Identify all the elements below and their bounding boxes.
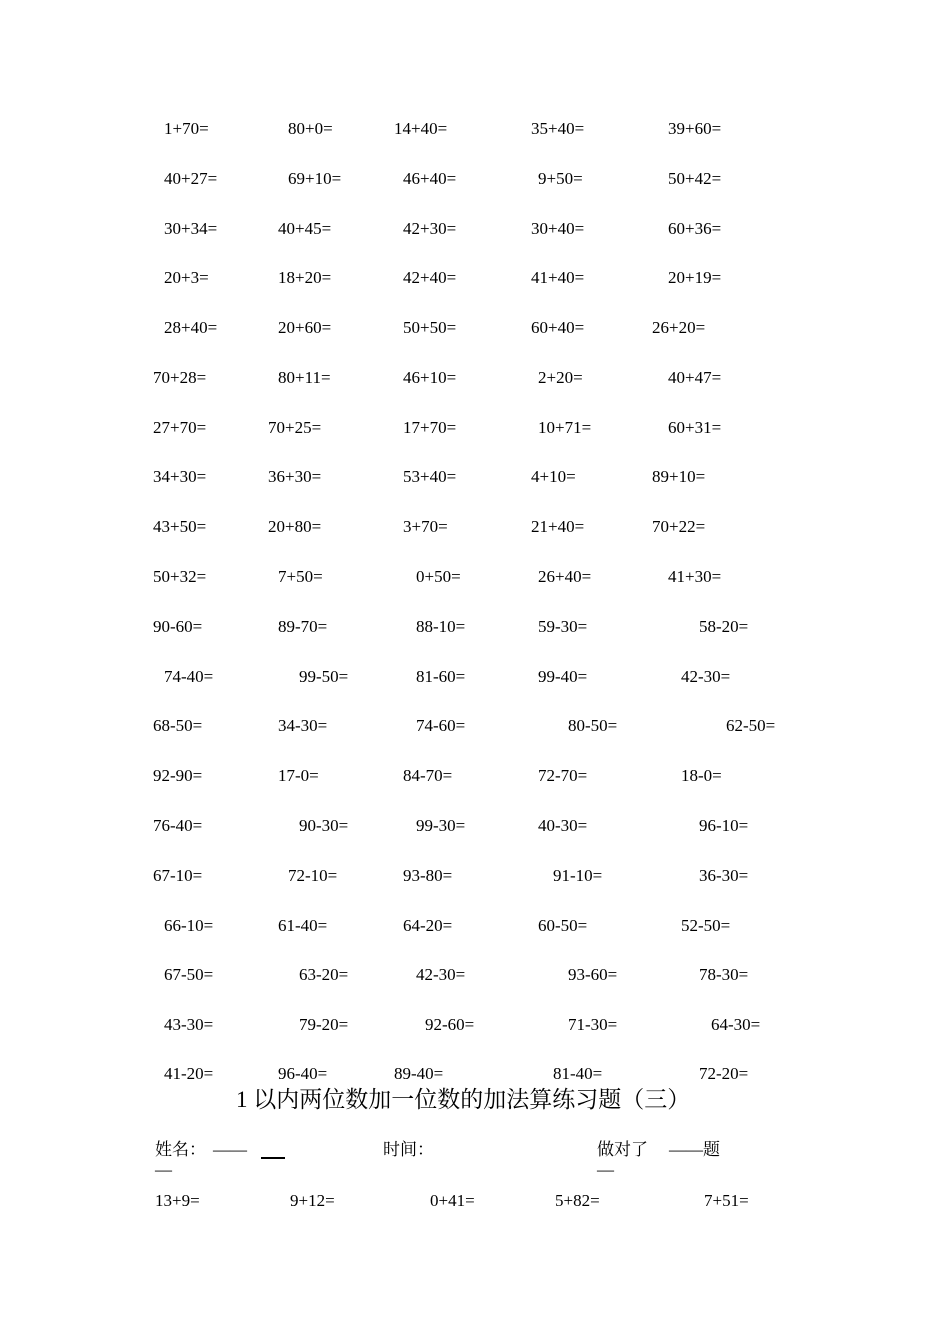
problem: 60+40= — [531, 318, 585, 337]
problem: 68-50= — [153, 716, 203, 735]
problem: 41+30= — [668, 567, 722, 586]
problem: 72-70= — [538, 766, 588, 785]
problem: 62-50= — [726, 716, 776, 735]
problem: 91-10= — [553, 866, 603, 885]
problem: 99-40= — [538, 667, 588, 686]
problem: 60+36= — [668, 219, 722, 238]
problem: 52-50= — [681, 916, 731, 935]
problem: 84-70= — [403, 766, 453, 785]
problem: 60+31= — [668, 418, 722, 437]
problem: 41+40= — [531, 268, 585, 287]
problem: 99-50= — [299, 667, 349, 686]
problem: 92-90= — [153, 766, 203, 785]
problem: 90-60= — [153, 617, 203, 636]
problem: 13+9= — [155, 1191, 200, 1210]
problem: 21+40= — [531, 517, 585, 536]
problem: 53+40= — [403, 467, 457, 486]
problem: 20+80= — [268, 517, 322, 536]
problem: 81-40= — [553, 1064, 603, 1083]
name-blank-dashes: —— — [213, 1140, 247, 1159]
problem: 14+40= — [394, 119, 448, 138]
problem: 66-10= — [164, 916, 214, 935]
problem: 60-50= — [538, 916, 588, 935]
problem: 30+34= — [164, 219, 218, 238]
problem: 92-60= — [425, 1015, 475, 1034]
problem: 74-40= — [164, 667, 214, 686]
problem: 42+30= — [403, 219, 457, 238]
problem: 80+11= — [278, 368, 331, 387]
problem: 34+30= — [153, 467, 207, 486]
problem: 10+71= — [538, 418, 592, 437]
problem: 79-20= — [299, 1015, 349, 1034]
problem: 40+45= — [278, 219, 332, 238]
problem: 61-40= — [278, 916, 328, 935]
problem: 99-30= — [416, 816, 466, 835]
problem: 26+20= — [652, 318, 706, 337]
problem: 5+82= — [555, 1191, 600, 1210]
problem: 9+12= — [290, 1191, 335, 1210]
problem: 3+70= — [403, 517, 448, 536]
problem: 72-20= — [699, 1064, 749, 1083]
problem: 26+40= — [538, 567, 592, 586]
problem: 27+70= — [153, 418, 207, 437]
name-blank-dash-wrap: — — [155, 1160, 172, 1179]
problem: 78-30= — [699, 965, 749, 984]
problem: 9+50= — [538, 169, 583, 188]
problem: 58-20= — [699, 617, 749, 636]
problem: 50+50= — [403, 318, 457, 337]
problem: 64-30= — [711, 1015, 761, 1034]
problem: 30+40= — [531, 219, 585, 238]
problem: 40+47= — [668, 368, 722, 387]
problem: 42+40= — [403, 268, 457, 287]
name-label: 姓名： — [155, 1140, 206, 1159]
problem: 34-30= — [278, 716, 328, 735]
problem: 4+10= — [531, 467, 576, 486]
problem: 72-10= — [288, 866, 338, 885]
problem: 2+20= — [538, 368, 583, 387]
problem: 18+20= — [278, 268, 332, 287]
correct-count-dash-wrap: — — [597, 1160, 614, 1179]
problem: 35+40= — [531, 119, 585, 138]
problem: 89+10= — [652, 467, 706, 486]
problem: 81-60= — [416, 667, 466, 686]
section-title: 1 以内两位数加一位数的加法算练习题（三） — [236, 1087, 691, 1112]
problem: 89-40= — [394, 1064, 444, 1083]
problem: 17-0= — [278, 766, 319, 785]
problem: 80-50= — [568, 716, 618, 735]
problem: 59-30= — [538, 617, 588, 636]
problem: 67-10= — [153, 866, 203, 885]
problem: 88-10= — [416, 617, 466, 636]
time-label: 时间： — [383, 1140, 434, 1159]
problem: 42-30= — [416, 965, 466, 984]
problem: 74-60= — [416, 716, 466, 735]
problem: 90-30= — [299, 816, 349, 835]
problem: 96-10= — [699, 816, 749, 835]
problem: 41-20= — [164, 1064, 214, 1083]
problem: 17+70= — [403, 418, 457, 437]
problem: 93-80= — [403, 866, 453, 885]
problem: 70+25= — [268, 418, 322, 437]
problem: 67-50= — [164, 965, 214, 984]
problem: 46+40= — [403, 169, 457, 188]
problem: 40+27= — [164, 169, 218, 188]
problem: 46+10= — [403, 368, 457, 387]
problem: 7+50= — [278, 567, 323, 586]
problem: 0+50= — [416, 567, 461, 586]
problem: 20+3= — [164, 268, 209, 287]
problem: 43+50= — [153, 517, 207, 536]
problem: 64-20= — [403, 916, 453, 935]
problem: 63-20= — [299, 965, 349, 984]
problem: 40-30= — [538, 816, 588, 835]
problem: 7+51= — [704, 1191, 749, 1210]
problem: 71-30= — [568, 1015, 618, 1034]
problem: 28+40= — [164, 318, 218, 337]
problem: 50+32= — [153, 567, 207, 586]
name-blank-line — [261, 1157, 285, 1159]
problem: 43-30= — [164, 1015, 214, 1034]
problem: 70+28= — [153, 368, 207, 387]
correct-count-dashes: ——题 — [669, 1140, 720, 1159]
problem: 89-70= — [278, 617, 328, 636]
problem: 18-0= — [681, 766, 722, 785]
problem: 50+42= — [668, 169, 722, 188]
problem: 70+22= — [652, 517, 706, 536]
problem: 36-30= — [699, 866, 749, 885]
problem: 42-30= — [681, 667, 731, 686]
problem: 20+19= — [668, 268, 722, 287]
problem: 20+60= — [278, 318, 332, 337]
correct-count-label: 做对了 — [597, 1140, 648, 1159]
problem: 76-40= — [153, 816, 203, 835]
problem: 0+41= — [430, 1191, 475, 1210]
problem: 1+70= — [164, 119, 209, 138]
problem: 96-40= — [278, 1064, 328, 1083]
problem: 80+0= — [288, 119, 333, 138]
problem: 36+30= — [268, 467, 322, 486]
problem: 69+10= — [288, 169, 342, 188]
problem: 93-60= — [568, 965, 618, 984]
problem: 39+60= — [668, 119, 722, 138]
